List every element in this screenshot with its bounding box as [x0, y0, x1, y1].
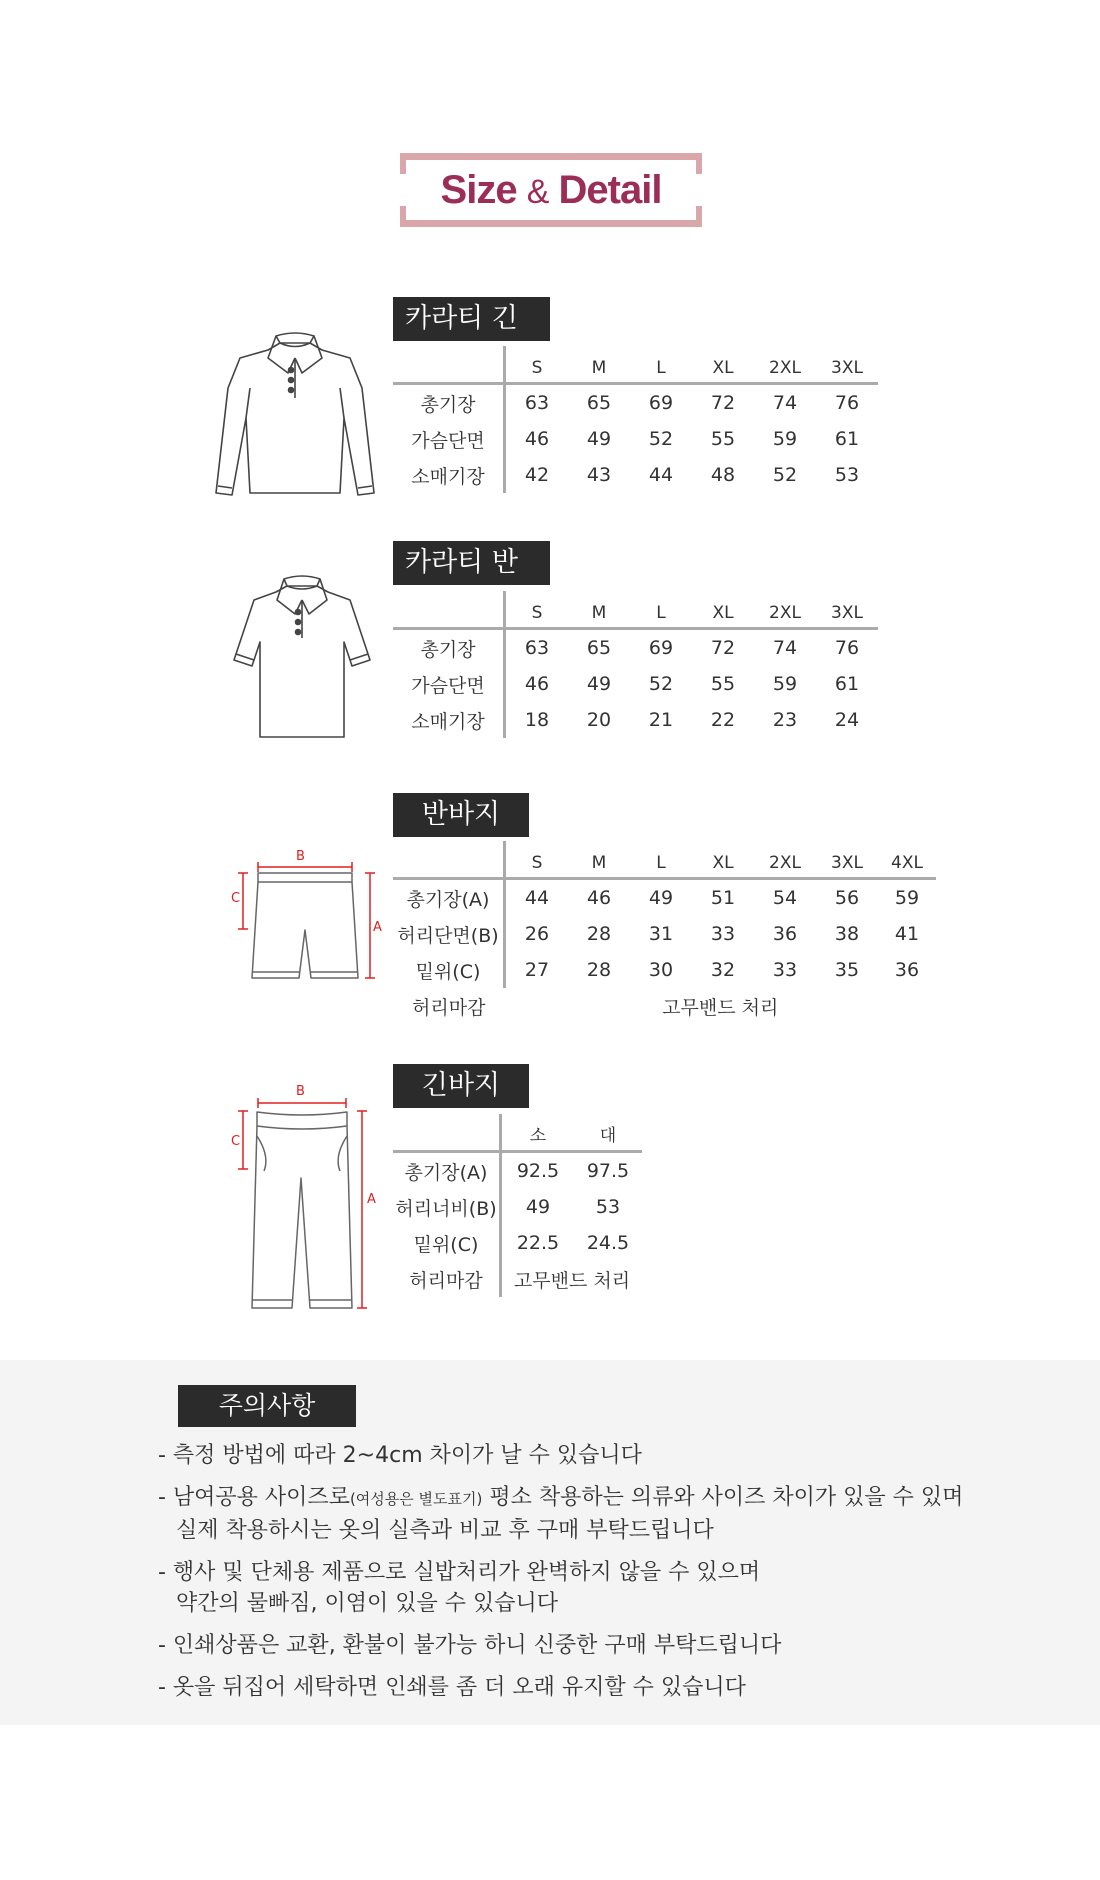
page-title-frame [400, 153, 702, 227]
size-col: L [630, 841, 692, 879]
table-cell: 48 [710, 464, 736, 486]
table-row [393, 629, 878, 667]
short-sleeve-table-wrap [393, 591, 878, 738]
list-item: - 행사 및 단체용 제품으로 실밥처리가 완벽하지 않을 수 있으며 약간의 물빠짐, 이염이 있을 수 있습니다 [158, 1560, 761, 1616]
row-label: 가슴단면 [393, 666, 505, 702]
size-col: 2XL [754, 346, 816, 384]
table-cell: 72 [710, 637, 736, 659]
table-cell: 22 [710, 709, 736, 731]
table-cell: 21 [648, 709, 674, 731]
size-col: S [505, 591, 569, 629]
table-cell: 52 [648, 673, 674, 695]
table-corner [393, 591, 505, 629]
table-cell: 42 [524, 464, 550, 486]
table-cell: 69 [648, 392, 674, 414]
section-shorts-label: 반바지 [393, 793, 529, 837]
table-row [393, 666, 878, 702]
table-cell: 32 [710, 959, 736, 981]
row-label: 총기장 [393, 629, 505, 667]
table-cell: 59 [772, 673, 798, 695]
table-cell: 24.5 [586, 1232, 630, 1254]
pants-mark-b: B [296, 1084, 305, 1099]
table-cell: 36 [894, 959, 920, 981]
table-row [393, 457, 878, 493]
short-sleeve-size-table [393, 591, 878, 738]
table-cell: 49 [586, 428, 612, 450]
table-cell: 59 [772, 428, 798, 450]
table-cell: 49 [648, 887, 674, 909]
table-cell: 63 [524, 392, 550, 414]
waist-finish-value: 고무밴드 처리 [662, 996, 779, 1019]
table-cell: 76 [834, 637, 860, 659]
section-short-sleeve-label: 카라티 반팔 [393, 541, 550, 619]
table-cell: 44 [648, 464, 674, 486]
table-cell: 55 [710, 428, 736, 450]
table-cell: 38 [834, 923, 860, 945]
table-cell: 65 [586, 392, 612, 414]
list-item: - 남여공용 사이즈로(여성용은 별도표기) 평소 착용하는 의류와 사이즈 차이가 있을 수 있며 실제 착용하시는 옷의 실측과 비교 후 구매 부탁드립니다 [158, 1485, 964, 1543]
row-label: 허리마감 [412, 996, 486, 1019]
notice-title: 주의사항 [178, 1385, 356, 1427]
shorts-mark-a: A [373, 920, 382, 935]
table-cell: 69 [648, 637, 674, 659]
table-cell: 54 [772, 887, 798, 909]
size-col: XL [692, 591, 754, 629]
row-label: 총기장 [393, 384, 505, 422]
table-cell: 46 [524, 428, 550, 450]
table-row [393, 916, 936, 952]
table-row [393, 1189, 642, 1225]
row-label: 총기장(A) [393, 1152, 501, 1190]
size-col: M [568, 591, 630, 629]
row-label: 밑위(C) [393, 952, 505, 988]
row-label: 총기장(A) [393, 879, 505, 917]
table-cell: 56 [834, 887, 860, 909]
table-row [393, 952, 936, 988]
table-cell: 27 [524, 959, 550, 981]
table-cell: 65 [586, 637, 612, 659]
shorts-table-wrap [393, 841, 936, 1024]
table-row [393, 879, 936, 917]
table-cell: 92.5 [516, 1160, 560, 1182]
short-sleeve-polo-icon [232, 572, 372, 740]
size-col: M [568, 841, 630, 879]
table-corner [393, 346, 505, 384]
table-corner [393, 1114, 501, 1152]
section-long-sleeve-label: 카라티 긴팔 [393, 297, 550, 375]
row-label: 허리너비(B) [393, 1189, 501, 1225]
table-cell: 55 [710, 673, 736, 695]
size-col: 소 [501, 1114, 575, 1152]
table-cell: 46 [586, 887, 612, 909]
table-cell: 52 [772, 464, 798, 486]
table-cell: 72 [710, 392, 736, 414]
long-sleeve-size-table [393, 346, 878, 493]
table-cell: 28 [586, 923, 612, 945]
size-col: 2XL [754, 591, 816, 629]
table-cell: 44 [524, 887, 550, 909]
size-col: M [568, 346, 630, 384]
size-col: 4XL [878, 841, 936, 879]
table-cell: 18 [524, 709, 550, 731]
table-cell: 97.5 [586, 1160, 630, 1182]
table-cell: 46 [524, 673, 550, 695]
row-label: 소매기장 [393, 702, 505, 738]
table-cell: 51 [710, 887, 736, 909]
table-cell: 53 [595, 1196, 621, 1218]
list-item: - 인쇄상품은 교환, 환불이 불가능 하니 신중한 구매 부탁드립니다 [158, 1633, 782, 1658]
table-cell: 23 [772, 709, 798, 731]
pants-mark-c: C [231, 1134, 241, 1149]
pants-table-wrap [393, 1114, 642, 1297]
list-item: - 옷을 뒤집어 세탁하면 인쇄를 좀 더 오래 유지할 수 있습니다 [158, 1675, 746, 1700]
table-cell: 43 [586, 464, 612, 486]
size-col: 3XL [816, 591, 878, 629]
table-row [393, 1261, 642, 1297]
size-col: 3XL [816, 346, 878, 384]
shorts-mark-c: C [231, 891, 241, 906]
table-cell: 76 [834, 392, 860, 414]
row-label: 소매기장 [393, 457, 505, 493]
table-cell: 52 [648, 428, 674, 450]
table-row [393, 702, 878, 738]
size-col: S [505, 346, 569, 384]
table-cell: 53 [834, 464, 860, 486]
row-label: 가슴단면 [393, 421, 505, 457]
table-cell: 61 [834, 428, 860, 450]
table-cell: 36 [772, 923, 798, 945]
pants-mark-a: A [367, 1192, 376, 1207]
title-size: Size [440, 167, 517, 212]
waist-finish-value: 고무밴드 처리 [513, 1269, 631, 1292]
section-pants-label: 긴바지 [393, 1064, 529, 1108]
table-cell: 31 [648, 923, 674, 945]
size-col: XL [692, 346, 754, 384]
row-label: 허리단면(B) [393, 916, 505, 952]
notice-list [158, 1440, 963, 1714]
long-sleeve-table-wrap [393, 346, 878, 493]
title-amp: & [526, 172, 549, 211]
table-row [393, 384, 878, 422]
size-col: 3XL [816, 841, 878, 879]
table-cell: 74 [772, 392, 798, 414]
table-cell: 63 [524, 637, 550, 659]
size-col: 대 [574, 1114, 642, 1152]
table-cell: 33 [772, 959, 798, 981]
shorts-icon [228, 846, 388, 986]
size-col: XL [692, 841, 754, 879]
table-cell: 74 [772, 637, 798, 659]
size-col: L [630, 346, 692, 384]
table-cell: 26 [524, 923, 550, 945]
table-cell: 49 [586, 673, 612, 695]
size-col: L [630, 591, 692, 629]
table-cell: 35 [834, 959, 860, 981]
long-sleeve-polo-icon [210, 328, 380, 498]
table-cell: 28 [586, 959, 612, 981]
pants-size-table [393, 1114, 642, 1297]
row-label: 밑위(C) [393, 1225, 501, 1261]
table-row [393, 1152, 642, 1190]
long-pants-icon [228, 1086, 388, 1312]
shorts-mark-b: B [296, 849, 305, 864]
title-detail: Detail [558, 167, 662, 212]
size-col: S [505, 841, 569, 879]
table-cell: 49 [525, 1196, 551, 1218]
table-cell: 59 [894, 887, 920, 909]
table-cell: 41 [894, 923, 920, 945]
list-item: - 측정 방법에 따라 2~4cm 차이가 날 수 있습니다 [158, 1443, 642, 1468]
row-label: 허리마감 [393, 1261, 501, 1297]
table-row [393, 1225, 642, 1261]
shorts-size-table [393, 841, 936, 1024]
table-cell: 20 [586, 709, 612, 731]
table-cell: 61 [834, 673, 860, 695]
table-cell: 33 [710, 923, 736, 945]
table-cell: 30 [648, 959, 674, 981]
size-col: 2XL [754, 841, 816, 879]
page-title [441, 168, 662, 213]
table-cell: 22.5 [516, 1232, 560, 1254]
table-row [393, 988, 936, 1024]
table-row [393, 421, 878, 457]
table-cell: 24 [834, 709, 860, 731]
table-corner [393, 841, 505, 879]
